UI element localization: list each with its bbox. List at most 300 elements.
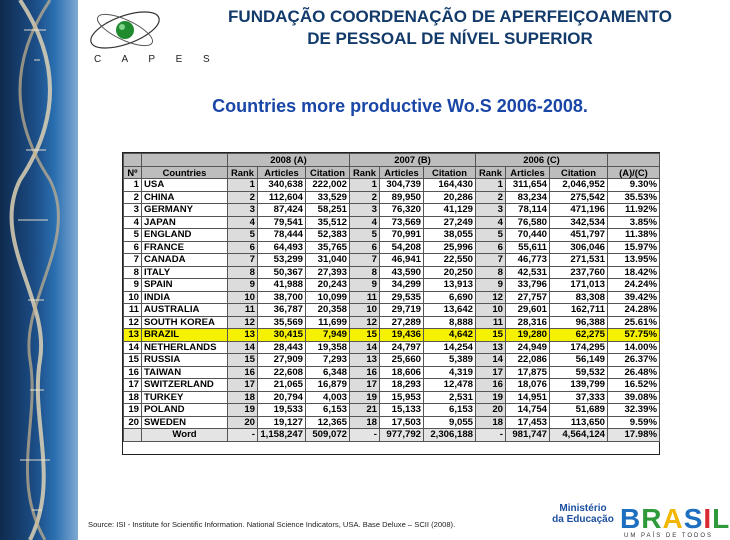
table-cell: 12	[476, 291, 506, 304]
table-cell: 20	[124, 416, 142, 429]
table-cell: 16	[124, 366, 142, 379]
group-header-2006: 2006 (C)	[476, 154, 608, 167]
table-cell: 7	[124, 254, 142, 267]
table-cell: 70,440	[506, 229, 550, 242]
table-cell: 87,424	[258, 204, 306, 217]
table-cell: 311,654	[506, 179, 550, 192]
table-cell: 17,875	[506, 366, 550, 379]
table-cell: 30,415	[258, 329, 306, 342]
table-cell: 89,950	[380, 191, 424, 204]
table-cell: 17,453	[506, 416, 550, 429]
table-cell: 46,941	[380, 254, 424, 267]
table-cell: 2	[124, 191, 142, 204]
table-cell: 222,002	[306, 179, 350, 192]
table-cell: 76,580	[506, 216, 550, 229]
table-cell: 5	[476, 229, 506, 242]
group-header-empty	[608, 154, 660, 167]
country-cell: ENGLAND	[142, 229, 228, 242]
country-cell: ITALY	[142, 266, 228, 279]
table-cell: 5,389	[424, 354, 476, 367]
country-cell: USA	[142, 179, 228, 192]
table-cell: 18	[228, 391, 258, 404]
table-cell: 13	[228, 329, 258, 342]
table-cell: 38,055	[424, 229, 476, 242]
org-title-line-1: FUNDAÇÃO COORDENAÇÃO DE APERFEIÇOAMENTO	[228, 7, 672, 26]
table-cell: 174,295	[550, 341, 608, 354]
country-cell: NETHERLANDS	[142, 341, 228, 354]
table-row	[124, 204, 660, 217]
table-cell: 62,275	[550, 329, 608, 342]
table-cell: 14	[350, 341, 380, 354]
column-header: Rank	[228, 166, 258, 179]
table-row	[124, 279, 660, 292]
table-row	[124, 416, 660, 429]
table-cell: 3.85%	[608, 216, 660, 229]
group-header-2008: 2008 (A)	[228, 154, 350, 167]
table-cell: 6	[228, 241, 258, 254]
country-cell: CHINA	[142, 191, 228, 204]
country-cell: SOUTH KOREA	[142, 316, 228, 329]
table-cell: 33,796	[506, 279, 550, 292]
table-cell: 29,535	[380, 291, 424, 304]
ministry-line-2: da Educação	[552, 514, 614, 525]
table-cell: 13,642	[424, 304, 476, 317]
table-cell: 271,531	[550, 254, 608, 267]
table-cell: 18,293	[380, 379, 424, 392]
group-header-empty	[142, 154, 228, 167]
table-row	[124, 291, 660, 304]
table-cell: 15,133	[380, 404, 424, 417]
table-cell: 19,436	[380, 329, 424, 342]
table-cell: 6,348	[306, 366, 350, 379]
table-cell: 2	[228, 191, 258, 204]
table-cell: 24,949	[506, 341, 550, 354]
table-cell: 20,358	[306, 304, 350, 317]
table-cell: 79,541	[258, 216, 306, 229]
ministry-logo	[552, 503, 614, 525]
table-cell: 18,076	[506, 379, 550, 392]
table-cell: 14	[124, 341, 142, 354]
table-row	[124, 404, 660, 417]
table-cell: 4	[350, 216, 380, 229]
column-header: Articles	[380, 166, 424, 179]
table-cell: 25,660	[380, 354, 424, 367]
table-cell: 4,642	[424, 329, 476, 342]
group-header-2007: 2007 (B)	[350, 154, 476, 167]
table-cell: 9	[350, 279, 380, 292]
table-cell: 54,208	[380, 241, 424, 254]
table-cell: 27,909	[258, 354, 306, 367]
brasil-letter: S	[683, 503, 704, 534]
table-cell: 14,754	[506, 404, 550, 417]
table-cell: 17	[228, 379, 258, 392]
table-cell	[124, 429, 142, 442]
table-cell: 58,251	[306, 204, 350, 217]
table-cell: 20,794	[258, 391, 306, 404]
table-cell: 21,065	[258, 379, 306, 392]
table-cell: 16,879	[306, 379, 350, 392]
table-cell: 8	[228, 266, 258, 279]
table-cell: 304,739	[380, 179, 424, 192]
country-cell: TAIWAN	[142, 366, 228, 379]
table-row	[124, 216, 660, 229]
table-cell: 10	[124, 291, 142, 304]
table-total-row	[124, 429, 660, 442]
country-cell: FRANCE	[142, 241, 228, 254]
table-cell: 977,792	[380, 429, 424, 442]
country-cell: SWITZERLAND	[142, 379, 228, 392]
table-cell: 17	[124, 379, 142, 392]
table-cell: 17,503	[380, 416, 424, 429]
brasil-letter: B	[620, 503, 642, 534]
table-cell: 306,046	[550, 241, 608, 254]
table-cell: 20	[476, 404, 506, 417]
table-cell: 20,286	[424, 191, 476, 204]
table-cell: 4,319	[424, 366, 476, 379]
table-cell: 11	[350, 291, 380, 304]
table-cell: 4	[228, 216, 258, 229]
column-header: Rank	[350, 166, 380, 179]
country-cell: AUSTRALIA	[142, 304, 228, 317]
table-cell: 27,289	[380, 316, 424, 329]
table-cell: 2,531	[424, 391, 476, 404]
table-cell: 96,388	[550, 316, 608, 329]
table-cell: 19,127	[258, 416, 306, 429]
table-cell: 26.37%	[608, 354, 660, 367]
table-cell: 51,689	[550, 404, 608, 417]
table-cell: 25.61%	[608, 316, 660, 329]
table-cell: 20	[228, 416, 258, 429]
table-cell: 28,443	[258, 341, 306, 354]
table-cell: 53,299	[258, 254, 306, 267]
table-cell: 19	[228, 404, 258, 417]
brasil-letter: A	[662, 503, 684, 534]
brasil-tagline: UM PAÍS DE TODOS	[624, 533, 714, 539]
table-cell: 10	[350, 304, 380, 317]
table-cell: 6	[476, 241, 506, 254]
table-cell: 3	[124, 204, 142, 217]
brasil-letter: R	[641, 503, 663, 534]
table-cell: 26.48%	[608, 366, 660, 379]
table-cell: 28,316	[506, 316, 550, 329]
table-cell: 32.39%	[608, 404, 660, 417]
table-cell: 22,086	[506, 354, 550, 367]
table-cell: 55,611	[506, 241, 550, 254]
table-cell: 14,254	[424, 341, 476, 354]
table-cell: 78,114	[506, 204, 550, 217]
table-cell: 3	[350, 204, 380, 217]
table-cell: 15	[350, 329, 380, 342]
table-cell: 1	[476, 179, 506, 192]
table-cell: 19	[476, 391, 506, 404]
table-cell: 52,383	[306, 229, 350, 242]
table-cell: 16	[228, 366, 258, 379]
table-cell: 78,444	[258, 229, 306, 242]
table-cell: 35,569	[258, 316, 306, 329]
table-cell: 3	[476, 204, 506, 217]
table-cell: 57.75%	[608, 329, 660, 342]
column-header: Articles	[258, 166, 306, 179]
table-cell: 18	[476, 416, 506, 429]
table-cell: 41,988	[258, 279, 306, 292]
table-cell: 25,996	[424, 241, 476, 254]
table-cell: 12	[228, 316, 258, 329]
table-row	[124, 229, 660, 242]
table-cell: 42,531	[506, 266, 550, 279]
table-cell: 15,953	[380, 391, 424, 404]
table-cell: 18	[124, 391, 142, 404]
table-cell: 22,608	[258, 366, 306, 379]
country-cell: GERMANY	[142, 204, 228, 217]
table-row	[124, 354, 660, 367]
table-cell: 471,196	[550, 204, 608, 217]
table-cell: 342,534	[550, 216, 608, 229]
table-cell: 38,700	[258, 291, 306, 304]
org-title-line-2: DE PESSOAL DE NÍVEL SUPERIOR	[307, 29, 593, 48]
table-cell: -	[476, 429, 506, 442]
table-cell: 7	[476, 254, 506, 267]
table-cell: 4,564,124	[550, 429, 608, 442]
table-cell: 35,512	[306, 216, 350, 229]
slide-subtitle: Countries more productive Wo.S 2006-2008.	[212, 96, 588, 116]
table-cell: 9.59%	[608, 416, 660, 429]
table-cell: 2,306,188	[424, 429, 476, 442]
table-cell: 19	[124, 404, 142, 417]
table-cell: 34,299	[380, 279, 424, 292]
ranking-table	[123, 153, 660, 442]
productivity-table	[122, 152, 660, 455]
column-header: (A)/(C)	[608, 166, 660, 179]
table-cell: 18.42%	[608, 266, 660, 279]
table-cell: 73,569	[380, 216, 424, 229]
table-cell: 12,478	[424, 379, 476, 392]
table-body	[124, 179, 660, 442]
table-cell: 11.38%	[608, 229, 660, 242]
table-cell: 16	[350, 366, 380, 379]
table-cell: -	[228, 429, 258, 442]
table-cell: 5	[124, 229, 142, 242]
table-cell: 14,951	[506, 391, 550, 404]
table-row	[124, 366, 660, 379]
table-cell: 1	[228, 179, 258, 192]
table-cell: 59,532	[550, 366, 608, 379]
table-row	[124, 329, 660, 342]
table-cell: 7	[228, 254, 258, 267]
table-cell: 1	[124, 179, 142, 192]
table-cell: 171,013	[550, 279, 608, 292]
table-cell: 9	[228, 279, 258, 292]
column-header: Countries	[142, 166, 228, 179]
table-cell: 1,158,247	[258, 429, 306, 442]
table-row	[124, 241, 660, 254]
country-cell: SPAIN	[142, 279, 228, 292]
table-cell: 981,747	[506, 429, 550, 442]
table-cell: 8	[124, 266, 142, 279]
table-cell: 12	[350, 316, 380, 329]
table-cell: 64,493	[258, 241, 306, 254]
table-cell: 6,153	[424, 404, 476, 417]
table-cell: 16	[476, 379, 506, 392]
table-cell: 8	[476, 266, 506, 279]
table-cell: 12	[124, 316, 142, 329]
table-cell: 27,757	[506, 291, 550, 304]
table-cell: 12,365	[306, 416, 350, 429]
table-cell: 14	[476, 354, 506, 367]
table-cell: 56,149	[550, 354, 608, 367]
table-cell: 19,533	[258, 404, 306, 417]
table-cell: 9,055	[424, 416, 476, 429]
table-cell: 46,773	[506, 254, 550, 267]
table-cell: 13,913	[424, 279, 476, 292]
table-cell: 162,711	[550, 304, 608, 317]
table-cell: 35,765	[306, 241, 350, 254]
dna-decoration	[0, 0, 78, 540]
country-cell: BRAZIL	[142, 329, 228, 342]
table-cell: 13.95%	[608, 254, 660, 267]
source-note: Source: ISI - Institute for Scientific Information. National Science Indicators, USA. Base Deluxe – SCII (2008).	[88, 520, 456, 529]
column-header: Citation	[550, 166, 608, 179]
table-cell: 24,797	[380, 341, 424, 354]
table-cell: 27,393	[306, 266, 350, 279]
table-cell: 83,234	[506, 191, 550, 204]
brasil-logo	[620, 503, 730, 540]
table-cell: 15.97%	[608, 241, 660, 254]
ministry-line-1: Ministério	[559, 503, 607, 514]
table-cell: 33,529	[306, 191, 350, 204]
table-row	[124, 391, 660, 404]
column-header: Citation	[424, 166, 476, 179]
table-cell: 9.30%	[608, 179, 660, 192]
group-header-empty	[124, 154, 142, 167]
table-row	[124, 179, 660, 192]
table-cell: 5	[228, 229, 258, 242]
country-cell: INDIA	[142, 291, 228, 304]
table-cell: 11.92%	[608, 204, 660, 217]
table-cell: 10,099	[306, 291, 350, 304]
table-cell: 11	[476, 316, 506, 329]
column-header-row	[124, 166, 660, 179]
table-cell: 6,153	[306, 404, 350, 417]
organization-title	[180, 6, 720, 50]
table-cell: 17	[350, 379, 380, 392]
table-cell: 7,949	[306, 329, 350, 342]
table-cell: 7,293	[306, 354, 350, 367]
table-cell: 43,590	[380, 266, 424, 279]
table-cell: 9	[124, 279, 142, 292]
table-cell: 29,719	[380, 304, 424, 317]
table-cell: 3	[228, 204, 258, 217]
table-cell: 13	[476, 341, 506, 354]
brasil-letter: I	[703, 503, 713, 534]
table-cell: 6,690	[424, 291, 476, 304]
table-cell: 11	[228, 304, 258, 317]
dna-helix-icon	[0, 0, 78, 540]
table-cell: 10	[476, 304, 506, 317]
table-cell: 9	[476, 279, 506, 292]
group-header-row	[124, 154, 660, 167]
table-row	[124, 379, 660, 392]
brasil-wordmark	[620, 505, 730, 533]
table-cell: 19	[350, 391, 380, 404]
table-cell: 14.00%	[608, 341, 660, 354]
brasil-letter: L	[712, 503, 730, 534]
table-cell: 24.28%	[608, 304, 660, 317]
country-cell: SWEDEN	[142, 416, 228, 429]
table-cell: 31,040	[306, 254, 350, 267]
table-cell: 19,280	[506, 329, 550, 342]
country-cell: TURKEY	[142, 391, 228, 404]
table-cell: 275,542	[550, 191, 608, 204]
table-cell: 15	[476, 329, 506, 342]
table-cell: 11	[124, 304, 142, 317]
column-header: Nº	[124, 166, 142, 179]
table-cell: 35.53%	[608, 191, 660, 204]
table-cell: 237,760	[550, 266, 608, 279]
table-cell: 29,601	[506, 304, 550, 317]
country-cell: POLAND	[142, 404, 228, 417]
table-cell: 8,888	[424, 316, 476, 329]
table-cell: 340,638	[258, 179, 306, 192]
table-cell: 13	[124, 329, 142, 342]
table-cell: 19,358	[306, 341, 350, 354]
table-cell: 15	[228, 354, 258, 367]
table-row	[124, 316, 660, 329]
table-cell: 14	[228, 341, 258, 354]
table-cell: 24.24%	[608, 279, 660, 292]
logo-text: C A P E S	[94, 54, 219, 65]
table-cell: 37,333	[550, 391, 608, 404]
table-cell: 451,797	[550, 229, 608, 242]
table-row	[124, 341, 660, 354]
table-cell: 41,129	[424, 204, 476, 217]
table-cell: 16.52%	[608, 379, 660, 392]
table-cell: 36,787	[258, 304, 306, 317]
table-cell: 2,046,952	[550, 179, 608, 192]
table-cell: 39.08%	[608, 391, 660, 404]
column-header: Rank	[476, 166, 506, 179]
table-cell: 21	[350, 404, 380, 417]
country-cell: Word	[142, 429, 228, 442]
table-cell: 113,650	[550, 416, 608, 429]
table-cell: 6	[350, 241, 380, 254]
table-row	[124, 191, 660, 204]
table-cell: 4	[476, 216, 506, 229]
table-cell: 50,367	[258, 266, 306, 279]
table-cell: 18,606	[380, 366, 424, 379]
table-cell: 13	[350, 354, 380, 367]
table-cell: 17	[476, 366, 506, 379]
table-cell: 11,699	[306, 316, 350, 329]
table-cell: 39.42%	[608, 291, 660, 304]
table-cell: 18	[350, 416, 380, 429]
table-cell: 20,250	[424, 266, 476, 279]
table-cell: 1	[350, 179, 380, 192]
globe-logo-icon	[80, 6, 170, 56]
country-cell: RUSSIA	[142, 354, 228, 367]
table-cell: 17.98%	[608, 429, 660, 442]
table-cell: 83,308	[550, 291, 608, 304]
table-cell: 2	[350, 191, 380, 204]
table-cell: 76,320	[380, 204, 424, 217]
table-cell: 4	[124, 216, 142, 229]
table-cell: 22,550	[424, 254, 476, 267]
column-header: Articles	[506, 166, 550, 179]
table-cell: 10	[228, 291, 258, 304]
table-cell: 509,072	[306, 429, 350, 442]
table-cell: 112,604	[258, 191, 306, 204]
table-cell: 2	[476, 191, 506, 204]
table-cell: 15	[124, 354, 142, 367]
